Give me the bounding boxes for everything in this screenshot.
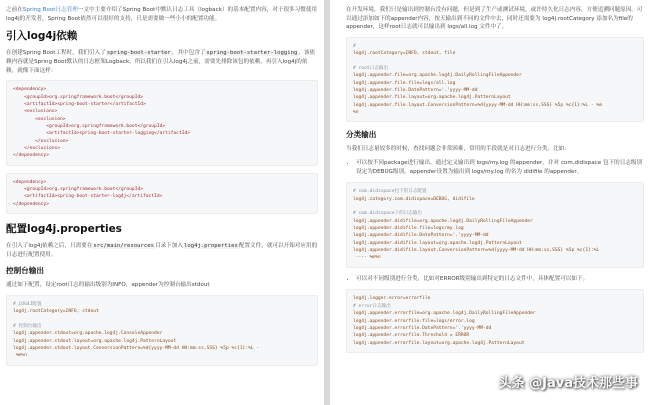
code-line: <groupId>org.springframework.boot</groupId>	[13, 94, 143, 100]
inline-code-properties: log4j.properties	[183, 243, 238, 250]
code-line: log4j.appender.file.DatePattern='.'yyyy-MM-dd	[353, 88, 478, 94]
code-line: log4j.appender.file.layout=org.apache.log4j.PatternLayout	[353, 95, 511, 101]
code-block-pom-log4j	[6, 173, 318, 214]
code-line: # error日志输出	[353, 303, 391, 309]
config-text-3: 配置文件，就可以开始对应用的日志进行配置使用。	[6, 243, 318, 258]
heading-category-output: 分类输出	[346, 130, 377, 140]
code-line: <exclusions>	[13, 109, 58, 115]
code-line: log4j.category.com.didispace=DEBUG, didifile	[353, 196, 475, 202]
code-line: log4j.appender.stdout.layout.ConversionPattern=%d{yyyy-MM-dd HH:mm:ss,SSS} %5p %c{1}:%L -	[13, 346, 260, 352]
config-text-2: 目录下加入	[154, 243, 183, 250]
code-line: %n	[353, 110, 359, 116]
config-text-1: 在引入了log4j依赖之后，只需要在	[6, 243, 93, 250]
inline-code-starter-logging: spring-boot-starter-logging	[206, 50, 298, 57]
code-line: # LOG4J配置	[13, 302, 42, 308]
category-list	[356, 159, 644, 176]
code-line: <exclusion>	[13, 116, 66, 122]
code-line: </exclusions>	[13, 146, 61, 152]
code-line: %m%n	[13, 353, 27, 359]
list-item-level: • 可以对不同级别进行分类，比如对ERROR级别输出到特定的日志文件中，具体配置可以如下。	[356, 275, 644, 284]
code-line: # com.didispace包下的日志配置	[353, 189, 427, 195]
intro-prefix: 之前在	[6, 7, 23, 13]
category-paragraph: 当我们日志量较多的时候，查找问题会非常困难，常用的手段就是对日志进行分类，比如：	[346, 146, 570, 153]
code-block-error	[346, 289, 644, 352]
code-line: log4j.appender.didifile.DatePattern='.'yyyy-MM-dd	[353, 233, 489, 239]
list-item-package: • 可以按不同package进行输出。通过定义输出到 logs/my.log 的appender，并对 com.didispace 包下的日志级别设定为DEBUG级别，appender设置为输出到 logs/my.log 的名为 didifile 的appender。	[356, 159, 644, 176]
code-block-pom-exclusion	[6, 80, 318, 165]
code-line: log4j.appender.stdout=org.apache.log4j.ConsoleAppender	[13, 331, 163, 337]
inline-code-starter: spring-boot-starter	[106, 50, 171, 57]
code-line	[353, 58, 637, 65]
code-line: <groupId>org.springframework.boot</groupId>	[13, 124, 166, 129]
code-line: log4j.appender.errorfile.DatePattern='.'yyyy-MM-dd	[353, 325, 492, 331]
code-line: log4j.appender.didifile=org.apache.log4j.DailyRollingFileAppender	[353, 218, 533, 224]
file-output-paragraph: 在开发环境，我们只是输出到控制台没有问题，但是到了生产或测试环境，或许持久化日志内容，方便追溯问题原因。可以通过添加如下的appender内容，按天输出到不同的文件中去，同时还需要为 log4j.rootCategory 添加名为file的appender，这样root日志就可以输出到 logs/all.log 文件中了。	[346, 7, 643, 31]
code-line: log4j.appender.errorfile.layout=org.apache.log4j.PatternLayout	[353, 340, 525, 346]
code-line: log4j.appender.errorfile=org.apache.log4j.DailyRollingFileAppender	[353, 311, 536, 317]
code-line: # com.didispace下的日志输出	[353, 211, 423, 217]
inline-code-resources: src/main/resources	[93, 243, 154, 250]
code-line: # root日志输出	[353, 66, 388, 71]
config-paragraph	[6, 242, 318, 259]
code-line: log4j.appender.errorfile.Threshold = ERROR	[353, 333, 470, 339]
import-text-1: 在创建Spring Boot工程时，我们引入了	[6, 50, 106, 57]
code-line: log4j.appender.didifile.layout=org.apache.log4j.PatternLayout	[353, 240, 522, 246]
code-line: log4j.rootCategory=INFO, stdout, file	[353, 51, 456, 57]
code-line: <dependency>	[13, 179, 47, 185]
intro-paragraph	[6, 6, 318, 23]
code-line: </dependency>	[13, 201, 49, 207]
code-line: # 控制台输出	[13, 324, 42, 330]
heading-import-log4j: 引入log4j依赖	[6, 30, 78, 43]
code-line: log4j.appender.file.file=logs/all.log	[353, 80, 456, 86]
code-line: log4j.appender.stdout.layout=org.apache.log4j.PatternLayout	[13, 338, 177, 344]
code-line: log4j.appender.file.layout.ConversionPattern=%d{yyyy-MM-dd HH:mm:ss,SSS} %5p %c{1}:%L - %m	[353, 102, 602, 108]
left-page	[0, 0, 324, 405]
category-list-2	[356, 275, 644, 284]
code-line: log4j.logger.error=errorfile	[353, 296, 431, 302]
right-page	[330, 0, 650, 405]
code-block-package	[346, 182, 644, 267]
intro-suffix: 一文中主要介绍了Spring Boot中默认日志工具（logback）的基本配置内容，对于很多习惯使用log4j的开发者，Spring Boot依然可以很好的支持，只是需要做一些小小的配置功能。	[6, 7, 318, 22]
code-line: <artifactId>spring-boot-starter-log4j</artifactId>	[13, 194, 163, 200]
code-line: log4j.appender.file=org.apache.log4j.DailyRollingFileAppender	[353, 73, 522, 79]
watermark: 头条 @Java技术那些事	[498, 376, 638, 391]
intro-link[interactable]: Spring Boot日志管理	[22, 7, 78, 13]
code-line: <dependency>	[13, 87, 47, 93]
code-line: <artifactId>spring-boot-starter-logging</artifactId>	[13, 131, 191, 137]
code-block-console	[6, 295, 318, 366]
code-line: log4j.rootCategory=INFO, stdout	[13, 309, 99, 315]
import-paragraph	[6, 49, 318, 75]
console-paragraph: 通过如下配置，设定root日志的输出级别为INFO，appender为控制台输出stdout	[6, 282, 210, 289]
code-line: </exclusion>	[13, 138, 69, 144]
code-line: log4j.appender.errorfile.file=logs/error.log	[353, 318, 475, 324]
import-text-2: ，其中包含了	[171, 50, 206, 57]
code-line	[353, 203, 637, 210]
code-block-file-appender	[346, 37, 644, 122]
code-line: <artifactId>spring-boot-starter</artifactId>	[13, 101, 146, 107]
import-text-3: ，该依赖内容就是Spring Boot默认的日志框架Logback，所以我们在引入log4j之前，需要先排除该包的依赖，再引入log4j的依赖，就像下面这样：	[6, 50, 316, 74]
heading-console-output: 控制台输出	[6, 266, 44, 276]
code-line: log4j.appender.didifile.layout.ConversionPattern=%d{yyyy-MM-dd HH:mm:ss,SSS} %5p %c{1}:%L	[353, 248, 600, 254]
code-line	[13, 316, 311, 323]
code-line: ---- %m%n	[353, 255, 381, 261]
code-line: <groupId>org.springframework.boot</groupId>	[13, 187, 143, 193]
code-line: #	[353, 43, 356, 49]
heading-config-log4j: 配置log4j.properties	[6, 223, 122, 236]
code-line: </dependency>	[13, 153, 49, 159]
code-line: log4j.appender.didifile.file=logs/my.log	[353, 226, 464, 232]
